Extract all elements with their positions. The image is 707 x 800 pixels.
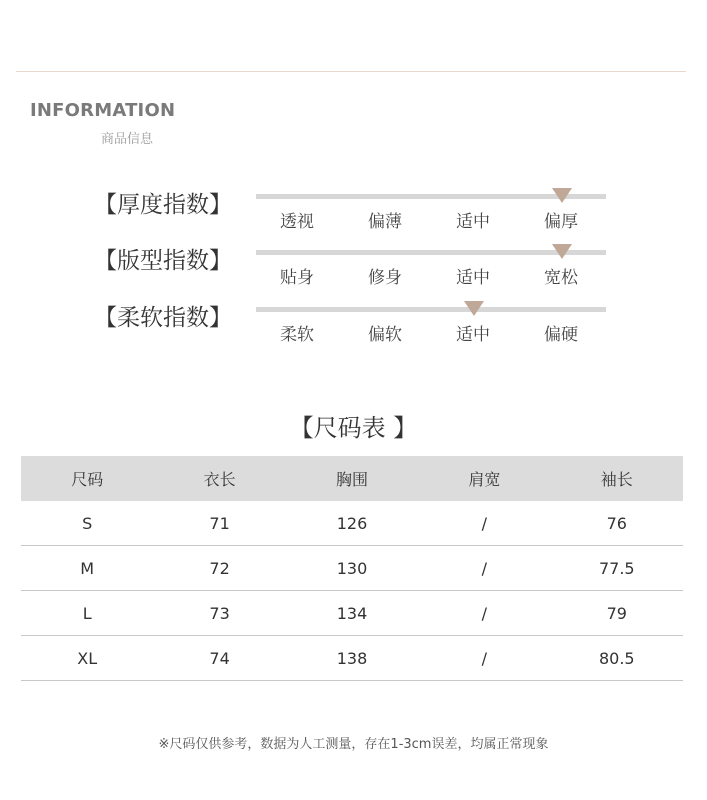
- section-title-cn: 商品信息: [101, 132, 154, 147]
- index-option: 修身: [368, 268, 402, 288]
- table-cell: XL: [21, 636, 153, 681]
- index-option: 偏薄: [368, 212, 402, 232]
- size-table: [21, 456, 683, 681]
- index-option: 贴身: [280, 268, 314, 288]
- index-option: 偏软: [368, 325, 402, 345]
- index-label: 【柔软指数】: [94, 305, 232, 331]
- top-divider: [16, 71, 686, 72]
- table-cell: S: [21, 501, 153, 546]
- table-row: [21, 636, 683, 681]
- table-header-cell: 胸围: [286, 456, 418, 501]
- table-cell: /: [418, 636, 550, 681]
- table-cell: 76: [551, 501, 683, 546]
- table-header-cell: 尺码: [21, 456, 153, 501]
- table-cell: 73: [153, 591, 285, 636]
- table-cell: 134: [286, 591, 418, 636]
- table-cell: 72: [153, 546, 285, 591]
- table-cell: 130: [286, 546, 418, 591]
- index-option: 偏硬: [544, 325, 578, 345]
- index-option: 柔软: [280, 325, 314, 345]
- index-option: 适中: [456, 268, 490, 288]
- index-marker-icon: [552, 188, 572, 203]
- table-cell: /: [418, 501, 550, 546]
- section-title-en: INFORMATION: [30, 100, 176, 121]
- index-option: 宽松: [544, 268, 578, 288]
- table-row: [21, 591, 683, 636]
- table-cell: M: [21, 546, 153, 591]
- table-row: [21, 501, 683, 546]
- index-label: 【厚度指数】: [94, 192, 232, 218]
- table-cell: /: [418, 591, 550, 636]
- table-cell: 71: [153, 501, 285, 546]
- table-header-cell: 肩宽: [418, 456, 550, 501]
- table-cell: 126: [286, 501, 418, 546]
- size-note: ※尺码仅供参考，数据为人工测量，存在1-3cm误差，均属正常现象: [158, 737, 549, 752]
- index-option: 适中: [456, 325, 490, 345]
- table-cell: 74: [153, 636, 285, 681]
- index-marker-icon: [552, 244, 572, 259]
- table-row: [21, 546, 683, 591]
- table-header-row: [21, 456, 683, 501]
- index-option: 透视: [280, 212, 314, 232]
- index-option: 适中: [456, 212, 490, 232]
- table-cell: L: [21, 591, 153, 636]
- table-cell: /: [418, 546, 550, 591]
- table-cell: 80.5: [551, 636, 683, 681]
- index-marker-icon: [464, 301, 484, 316]
- table-header-cell: 袖长: [551, 456, 683, 501]
- table-cell: 79: [551, 591, 683, 636]
- index-option: 偏厚: [544, 212, 578, 232]
- index-label: 【版型指数】: [94, 248, 232, 274]
- softness-index: [0, 307, 707, 357]
- size-table-title: 【尺码表 】: [289, 414, 418, 442]
- index-track: [256, 307, 606, 312]
- table-cell: 77.5: [551, 546, 683, 591]
- thickness-index: [0, 194, 707, 244]
- fit-index: [0, 250, 707, 300]
- table-cell: 138: [286, 636, 418, 681]
- table-header-cell: 衣长: [153, 456, 285, 501]
